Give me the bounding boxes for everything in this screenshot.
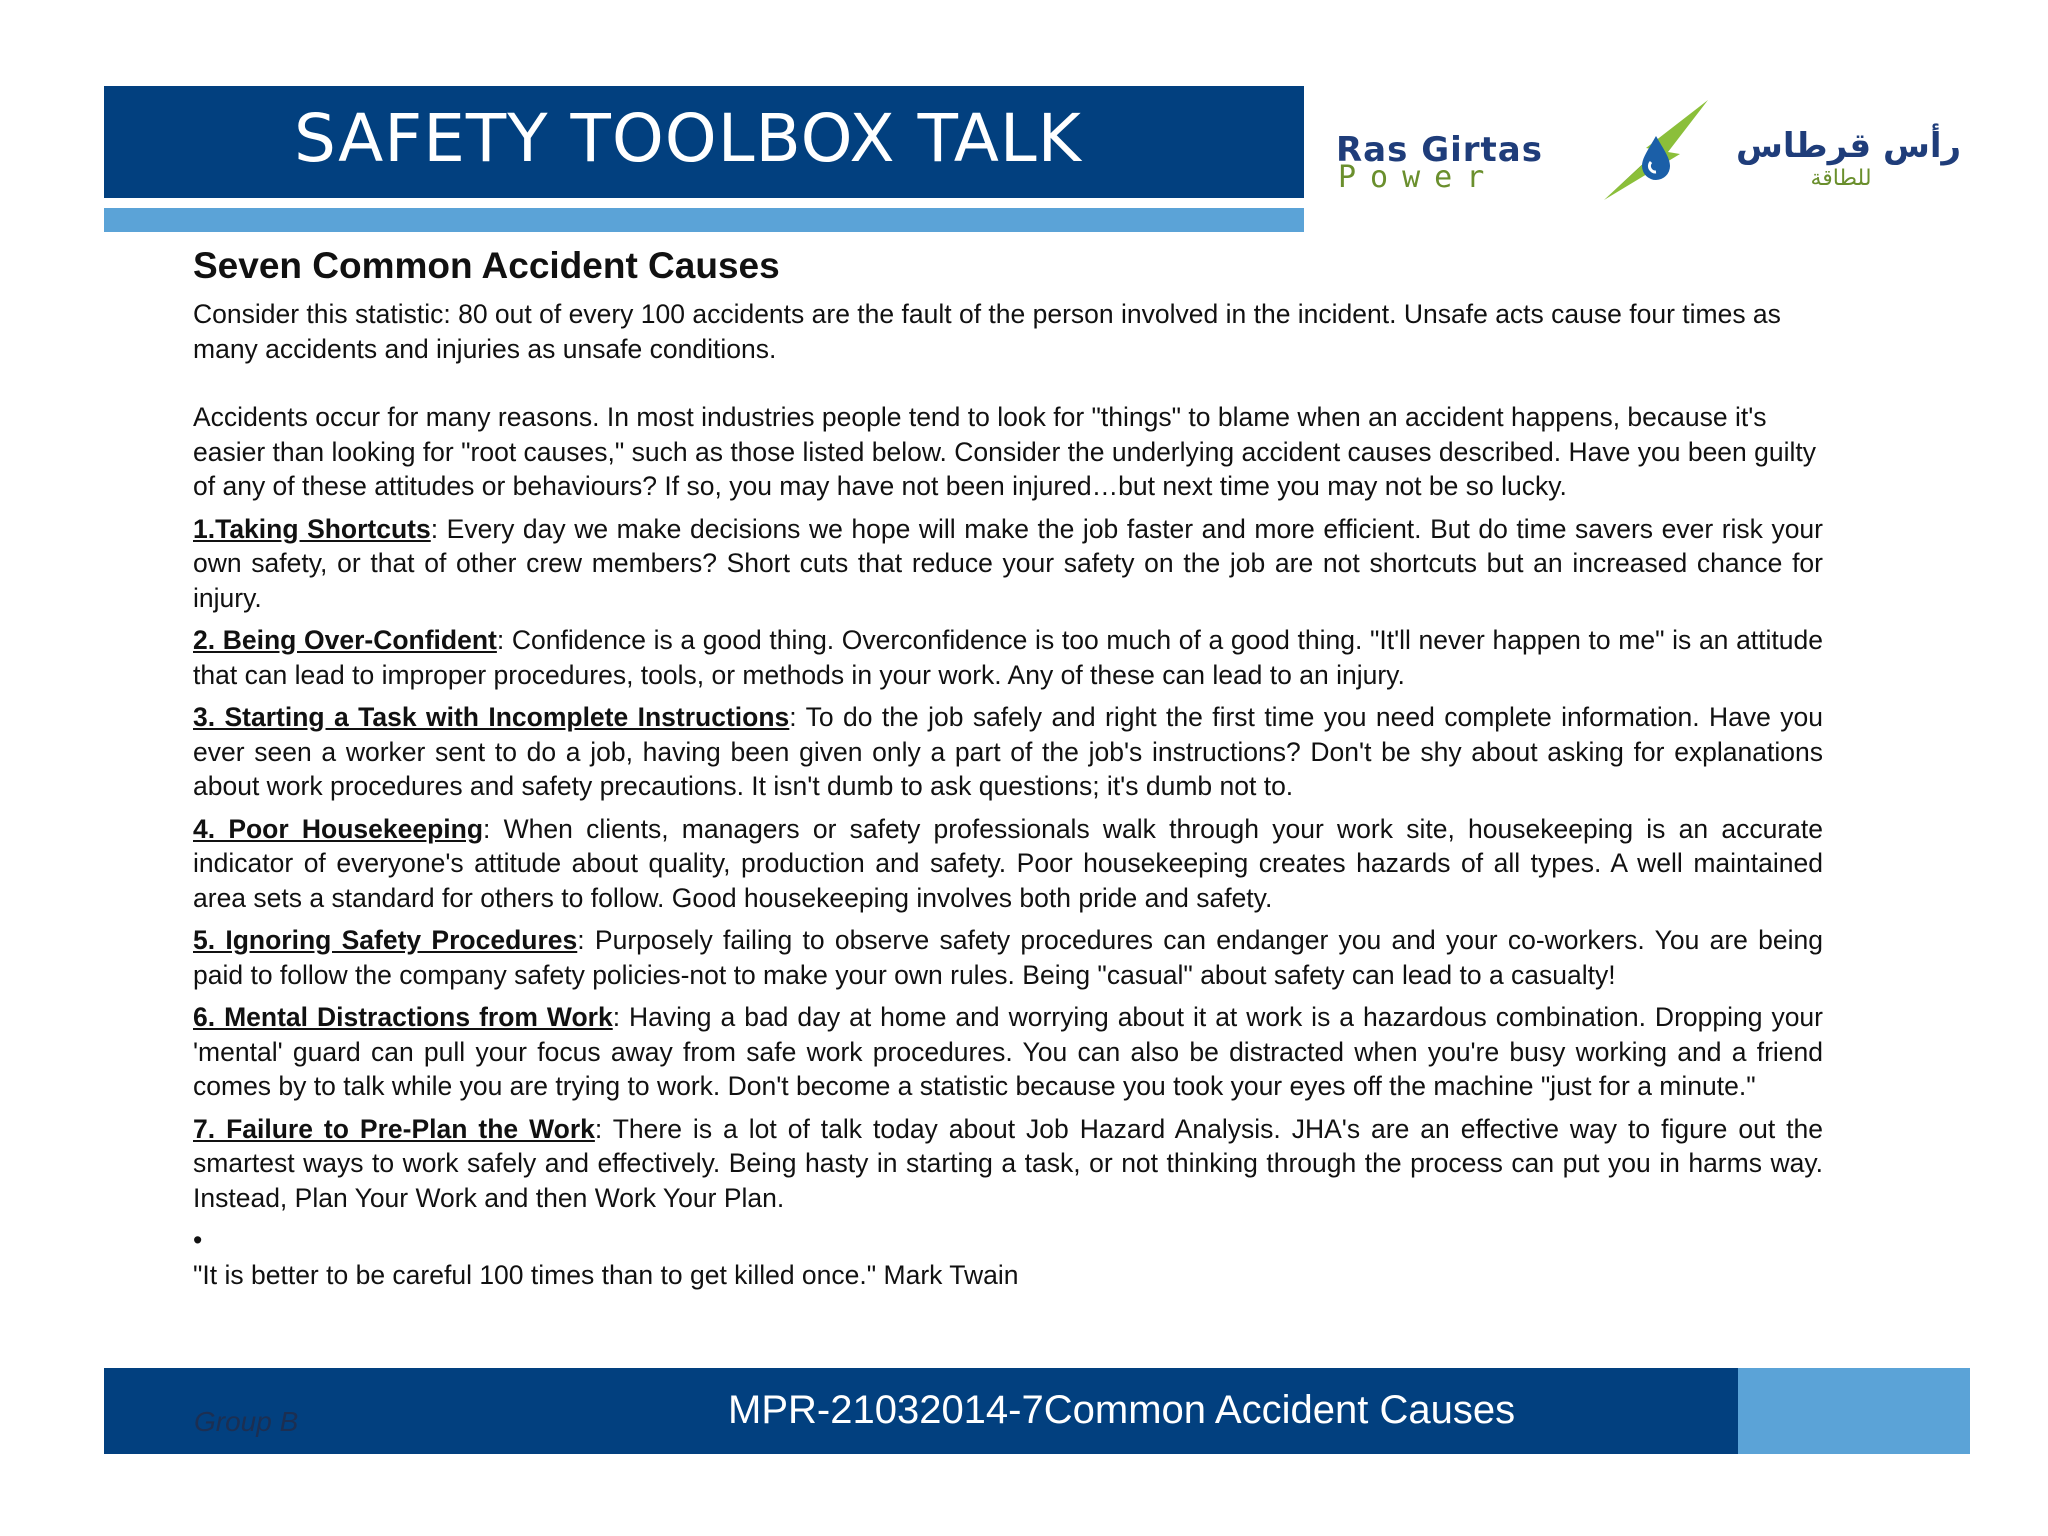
cause-text: : When clients, managers or safety professionals walk through your work site, housekeeping is an accurate indicator of everyone's attitude about quality, production and safety. Poor housekeeping creates hazards of all types. A well maintained area sets a standard for others to follow. Good housekeeping involves both pride and safety. [193, 813, 1823, 913]
cause-title: 5. Ignoring Safety Procedures [193, 925, 578, 955]
cause-title: 2. Being Over-Confident [193, 625, 497, 655]
cause-title: 7. Failure to Pre-Plan the Work [193, 1113, 595, 1144]
cause-title: 4. Poor Housekeeping [193, 813, 484, 844]
section-heading: Seven Common Accident Causes [193, 245, 780, 286]
bullet-point: • [193, 1225, 203, 1255]
footer-accent-block [1738, 1368, 1970, 1454]
cause-item [193, 1112, 1823, 1216]
lightning-water-drop-icon [1596, 96, 1716, 212]
intro-paragraph-1: Consider this statistic: 80 out of every 100 accidents are the fault of the person involved in the incident. Unsafe acts cause four times as many accidents and injuries as unsafe conditions. [193, 299, 1781, 364]
title-accent-stripe [104, 208, 1304, 232]
cause-text: : Purposely failing to observe safety procedures can endanger you and your co-workers. You are being paid to follow the company safety policies-not to make your own rules. Being "casual" about safety can lead to a casualty! [193, 925, 1823, 990]
page-title: SAFETY TOOLBOX TALK [294, 100, 1082, 177]
cause-item [193, 623, 1823, 692]
cause-text: : Confidence is a good thing. Overconfidence is too much of a good thing. "It'll never happen to me" is an attitude that can lead to improper procedures, tools, or methods in your work. Any of these can lead to an injury. [193, 625, 1823, 690]
cause-text: : There is a lot of talk today about Job Hazard Analysis. JHA's are an effective way to figure out the smartest ways to work safely and effectively. Being hasty in starting a task, or not thinking through the process can put you in harms way. Instead, Plan Your Work and then Work Your Plan. [193, 1113, 1823, 1213]
cause-item [193, 1000, 1823, 1104]
logo-arabic-name: رأس قرطاس [1736, 126, 1962, 166]
main-content [193, 243, 1823, 1292]
footer-document-reference: MPR-21032014-7Common Accident Causes [728, 1388, 1516, 1432]
intro-paragraph-2: Accidents occur for many reasons. In most industries people tend to look for "things" to blame when an accident happens, because it's easier than looking for "root causes," such as those listed below. Consider the underlying accident causes described. Have you been guilty of any of these attitudes or behaviours? If so, you may have not been injured…but next time you may not be so lucky. [193, 402, 1817, 501]
closing-quote: "It is better to be careful 100 times than to get killed once." Mark Twain [193, 1259, 1019, 1290]
footer-bar [104, 1368, 1970, 1454]
cause-item [193, 812, 1823, 916]
cause-title: 1.Taking Shortcuts [193, 513, 431, 544]
logo-name-line1: Ras Girtas [1336, 130, 1543, 170]
cause-item [193, 512, 1823, 616]
company-logo [1336, 96, 1962, 212]
logo-name-line2: Power [1338, 160, 1499, 195]
cause-text: : Having a bad day at home and worrying about it at work is a hazardous combination. Dropping your 'mental' guard can pull your focus away from safe work procedures. You can also be distracted when you're busy working and a friend comes by to talk while you are trying to work. Don't become a statistic because you took your eyes off the machine "just for a minute." [193, 1002, 1823, 1101]
footer-group-label: Group B [194, 1406, 299, 1437]
title-bar [104, 86, 1304, 198]
cause-item [193, 923, 1823, 992]
logo-arabic-subtitle: للطاقة [1810, 166, 1872, 191]
cause-item [193, 700, 1823, 804]
cause-text: : Every day we make decisions we hope will make the job faster and more efficient. But do time savers ever risk your own safety, or that of other crew members? Short cuts that reduce your safety on the job are not shortcuts but an increased chance for injury. [193, 513, 1823, 613]
cause-title: 6. Mental Distractions from Work [193, 1002, 613, 1032]
cause-text: : To do the job safely and right the first time you need complete information. Have you ever seen a worker sent to do a job, having been given only a part of the job's instructions? Don't be shy about asking for explanations about work procedures and safety precautions. It isn't dumb to ask questions; it's dumb not to. [193, 702, 1823, 801]
cause-title: 3. Starting a Task with Incomplete Instructions [193, 702, 790, 732]
